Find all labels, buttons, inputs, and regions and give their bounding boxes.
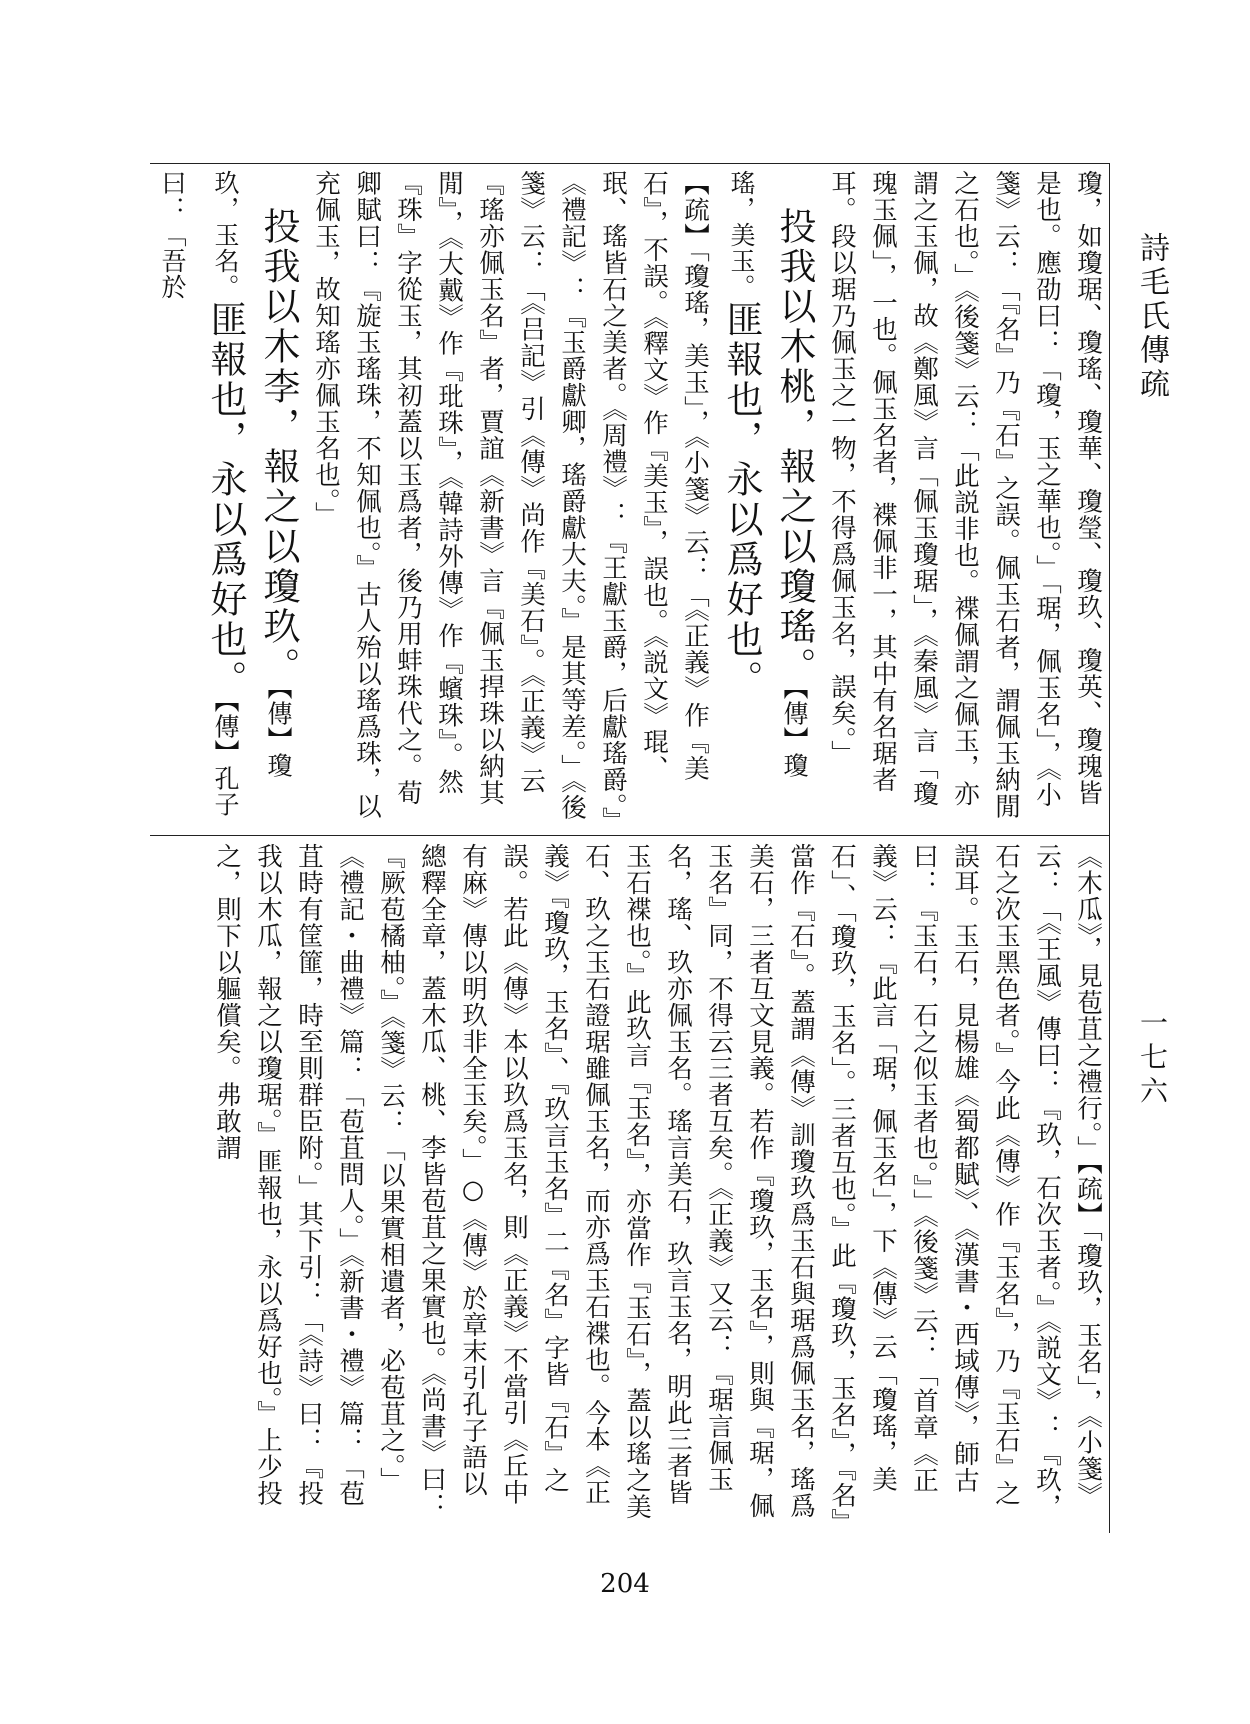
commentary-gloss: 孔子曰：「吾於 <box>158 170 240 818</box>
commentary-gloss: 瓊玖，玉名。 <box>211 170 293 779</box>
verse-text: 匪報也，永以爲好也。 <box>720 300 763 700</box>
chinese-folio: 一七六 <box>1136 1008 1169 1110</box>
commentary-passage: 瓊，如瓊琚、瓊瑤、瓊華、瓊瑩、瓊玖、瓊英、瓊瑰皆是也。應劭曰：「瓊，玉之華也。」「琚，佩玉名」，《小箋》云：「『名』乃『石』之誤。佩玉石者，謂佩玉納閒之石也。」《後箋》云：「此説非也。褋佩謂之佩玉，亦謂之玉佩，故《鄭風》言「佩玉瓊琚」，《秦風》言「瓊瑰玉佩」，一也。佩玉名者，褋佩非一，其中有名琚者耳。段以琚乃佩玉之一物，不得爲佩玉名，誤矣。」 <box>827 170 1103 820</box>
commentary-tag: 【傳】 <box>211 700 240 766</box>
page-number: 204 <box>600 1569 650 1599</box>
upper-register <box>150 170 1108 830</box>
running-head: 詩毛氏傳疏 <box>1134 232 1169 402</box>
verse-text: 投我以木桃，報之以瓊瑤。 <box>773 207 816 687</box>
lower-register <box>150 843 1108 1523</box>
frame-right-rule <box>1109 163 1110 1533</box>
commentary-tag: 【傳】 <box>264 687 293 753</box>
verse-line <box>150 170 305 830</box>
register-divider <box>150 835 1110 836</box>
commentary-passage: 【疏】「瓊瑤，美玉」，《小箋》云：「《正義》作『美石』，不誤。《釋文》作『美玉』，誤也。《説文》琨、珉、瑤皆石之美者。《周禮》：『王獻玉爵，后獻瑤爵。』《禮記》：『玉爵獻卿，瑤爵獻大夫。』是其等差。」《後箋》云：「《吕記》引《傳》尚作『美石』。《正義》云『瑤亦佩玉名』者，賈誼《新書》言『佩玉捍珠以納其閒』，《大戴》作『玭珠』，《韓詩外傳》作『蠙珠』。然『珠』字從玉，其初蓋以玉爲者，後乃用蚌珠代之。荀卿賦曰：『旋玉瑤珠，不知佩也。』古人殆以瑤爲珠，以充佩玉，故知瑤亦佩玉名也。」 <box>311 170 710 821</box>
commentary-gloss: 瓊瑤，美玉。 <box>727 170 809 779</box>
verse-line <box>715 170 821 830</box>
frame-top-rule <box>150 163 1110 164</box>
verse-text: 匪報也，永以爲好也。 <box>204 300 247 700</box>
verse-text: 投我以木李，報之以瓊玖。 <box>257 207 300 687</box>
commentary-passage: 《木瓜》，見苞苴之禮行。」【疏】「瓊玖，玉名」，《小箋》云：「《王風》傳曰：『玖，石次玉者。』《説文》：『玖，石之次玉黑色者。』今此《傳》作『玉名』，乃『玉石』之誤耳。玉石，見楊雄《蜀都賦》、《漢書・西域傳》，師古曰：『玉石，石之似玉者也。』」《後箋》云：「首章《正義》云：『此言「琚，佩玉名」，下《傳》云「瓊瑤，美石」、「瓊玖，玉名」。三者互也。』此『瓊玖，玉名』，『名』當作『石』。蓋謂《傳》訓瓊玖爲玉石與琚爲佩玉名，瑤爲美石，三者互文見義。若作『瓊玖，玉名』，則與『琚，佩玉名』同，不得云三者互矣。《正義》又云：『琚言佩玉名，瑤、玖亦佩玉名。瑤言美石，玖言玉名，明此三者皆玉石褋也。』此玖言『玉名』，亦當作『玉石』，蓋以瑤之美石、玖之玉石證琚雖佩玉名，而亦爲玉石褋也。今本《正義》『瓊玖，玉名』、『玖言玉名』二『名』字皆『石』之誤。若此《傳》本以玖爲玉名，則《正義》不當引《丘中有麻》傳以明玖非全玉矣。」○《傳》於章末引孔子語以總釋全章，蓋木瓜、桃、李皆苞苴之果實也。《尚書》曰：『厥苞橘柚。』《箋》云：「以果實相遺者，必苞苴之。」《禮記・曲禮》篇：「苞苴問人。」《新書・禮》篇：「苞苴時有筐篚，時至則群臣附。」其下引：「《詩》曰：『投我以木瓜，報之以瓊琚。』匪報也，永以爲好也。』上少投之，則下以軀償矣。弗敢謂 <box>212 843 1103 1523</box>
commentary-tag: 【傳】 <box>780 687 809 753</box>
